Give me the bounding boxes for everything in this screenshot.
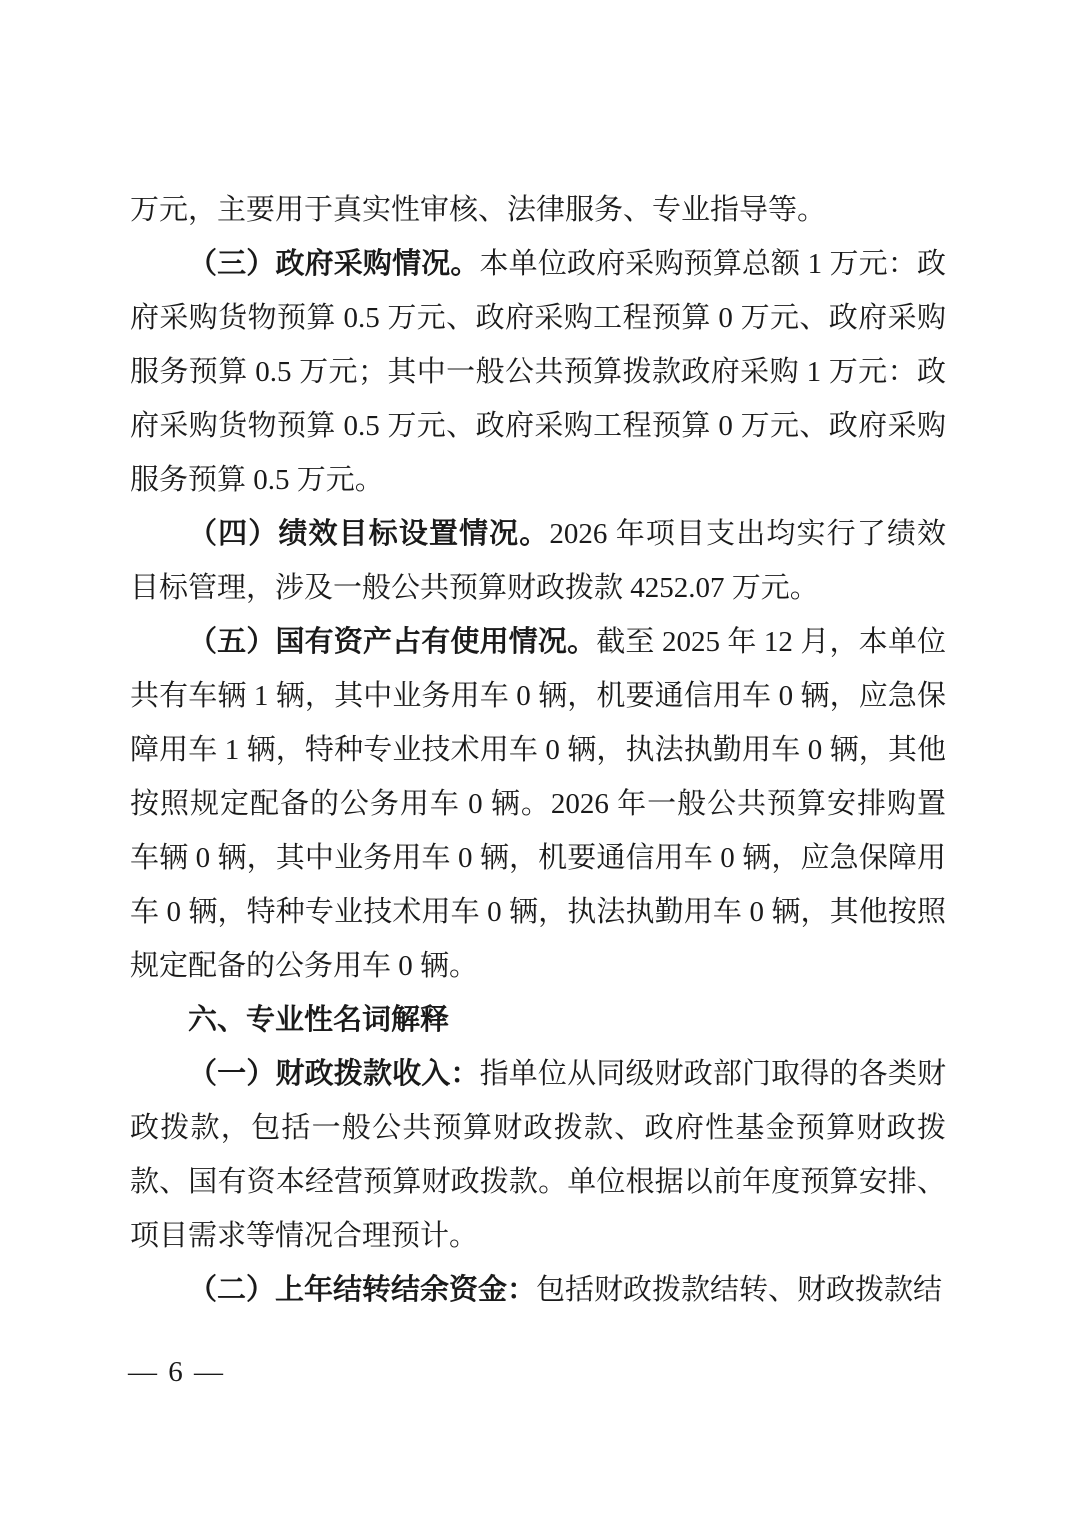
- paragraph-lead-label: （一）财政拨款收入：: [188, 1058, 480, 1090]
- text-run: 万元，主要用于真实性审核、法律服务、专业指导等。: [130, 194, 827, 226]
- paragraph-lead-label: （五）国有资产占有使用情况。: [188, 626, 597, 658]
- paragraph-lead-label: （三）政府采购情况。: [188, 248, 480, 280]
- text-run: 2026 年项目支出均实行了绩效目标管理，涉及一般公共预算财政拨款 4252.07 万元。: [130, 518, 946, 604]
- paragraph-lead-label: （二）上年结转结余资金：: [188, 1274, 537, 1306]
- text-run: 包括财政拨款结转、财政拨款结: [536, 1274, 943, 1306]
- paragraph: [130, 1263, 946, 1317]
- paragraph: [130, 237, 946, 507]
- text-run: 指单位从同级财政部门取得的各类财政拨款，包括一般公共预算财政拨款、政府性基金预算财政拨款、国有资本经营预算财政拨款。单位根据以前年度预算安排、项目需求等情况合理预计。: [130, 1058, 946, 1252]
- section-heading: 六、专业性名词解释: [188, 1004, 450, 1036]
- page-number: — 6 —: [128, 1356, 225, 1388]
- text-run: 本单位政府采购预算总额 1 万元：政府采购货物预算 0.5 万元、政府采购工程预算 0 万元、政府采购服务预算 0.5 万元；其中一般公共预算拨款政府采购 1 万元：政府采购货物预算 0.5 万元、政府采购工程预算 0 万元、政府采购服务预算 0.5 万元。: [130, 248, 946, 496]
- paragraph-lead-label: （四）绩效目标设置情况。: [188, 518, 550, 550]
- text-run: 截至 2025 年 12 月，本单位共有车辆 1 辆，其中业务用车 0 辆，机要通信用车 0 辆，应急保障用车 1 辆，特种专业技术用车 0 辆，执法执勤用车 0 辆，其他按照规定配备的公务用车 0 辆。2026 年一般公共预算安排购置车辆 0 辆，其中业务用车 0 辆，机要通信用车 0 辆，应急保障用车 0 辆，特种专业技术用车 0 辆，执法执勤用车 0 辆，其他按照规定配备的公务用车 0 辆。: [130, 626, 946, 982]
- paragraph: [130, 507, 946, 615]
- paragraph: [130, 183, 946, 237]
- paragraph: [130, 1047, 946, 1263]
- paragraph: [130, 615, 946, 993]
- document-body: [130, 183, 946, 1317]
